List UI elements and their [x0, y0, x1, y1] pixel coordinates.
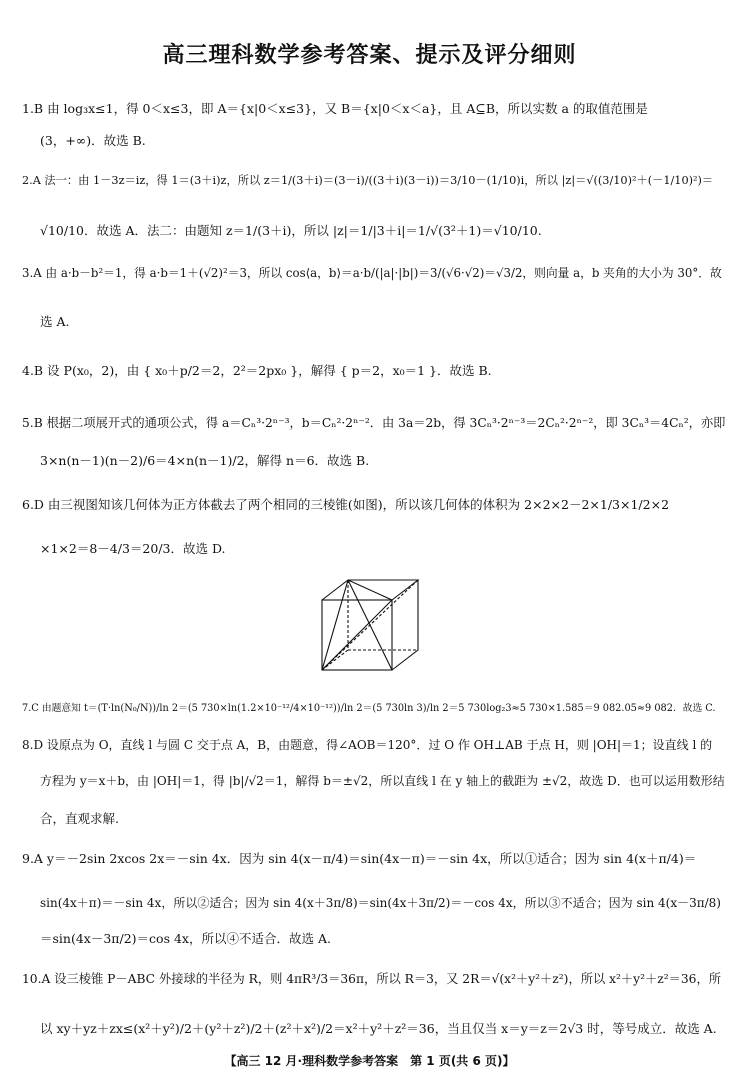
cube-right-edge [392, 580, 418, 670]
answer-line: ＝sin(4x－3π/2)＝cos 4x，所以④不适合．故选 A. [40, 931, 331, 946]
answer-line: 6.D 由三视图知该几何体为正方体截去了两个相同的三棱锥(如图)，所以该几何体的体积为 2×2×2－2×1/3×1/2×2 [22, 497, 670, 512]
answer-line: 合，直观求解. [40, 811, 119, 826]
cut-line [322, 580, 418, 670]
answer-line: 3×n(n－1)(n－2)/6＝4×n(n－1)/2，解得 n＝6．故选 B. [40, 453, 370, 468]
answer-line: 9.A y＝－2sin 2xcos 2x＝－sin 4x．因为 sin 4(x－π/4)＝sin(4x－π)＝－sin 4x，所以①适合；因为 sin 4(x＋π/4)＝ [22, 851, 697, 866]
page-footer: 【高三 12 月·理科数学参考答案 第 1 页(共 6 页)】 [224, 1054, 515, 1068]
answer-line: 5.B 根据二项展开式的通项公式，得 a＝Cₙ³·2ⁿ⁻³，b＝Cₙ²·2ⁿ⁻²．由 3a＝2b，得 3Cₙ³·2ⁿ⁻³＝2Cₙ²·2ⁿ⁻²，即 3Cₙ³＝4Cₙ²，亦即 [22, 416, 726, 430]
answer-line: 2.A 法一：由 1－3z＝iz，得 1＝(3＋i)z，所以 z＝1/(3＋i)＝(3－i)/((3＋i)(3－i))＝3/10－(1/10)i，所以 |z|＝√((3/10)²＋(－1/10)²)＝ [22, 174, 714, 187]
answer-line: ×1×2＝8－4/3＝20/3．故选 D. [40, 541, 226, 556]
answer-line: 选 A. [40, 314, 70, 329]
answer-line: 3.A 由 a·b－b²＝1，得 a·b＝1＋(√2)²＝3，所以 cos⟨a，b⟩＝a·b/(|a|·|b|)＝3/(√6·√2)＝√3/2，则向量 a，b 夹角的大小为 30°．故 [22, 266, 722, 280]
answer-line: 以 xy＋yz＋zx≤(x²＋y²)/2＋(y²＋z²)/2＋(z²＋x²)/2＝x²＋y²＋z²＝36，当且仅当 x＝y＝z＝2√3 时，等号成立．故选 A. [40, 1021, 717, 1036]
answer-line: 4.B 设 P(x₀，2)，由 { x₀＋p/2＝2，2²＝2px₀ }，解得 { p＝2，x₀＝1 }．故选 B. [22, 363, 492, 378]
answer-line: 10.A 设三棱锥 P－ABC 外接球的半径为 R，则 4πR³/3＝36π，所以 R＝3，又 2R＝√(x²＋y²＋z²)，所以 x²＋y²＋z²＝36，所 [22, 972, 721, 986]
answer-line: 方程为 y＝x＋b，由 |OH|＝1，得 |b|/√2＝1，解得 b＝±√2，所以直线 l 在 y 轴上的截距为 ±√2，故选 D．也可以运用数形结 [40, 774, 725, 788]
answer-line: 7.C 由题意知 t＝(T·ln(N₀/N))/ln 2＝(5 730×ln(1.2×10⁻¹²/4×10⁻¹²))/ln 2＝(5 730ln 3)/ln 2＝5 730log₂3≈5 730×1.585＝9 082.05≈9 082．故选 C. [22, 703, 716, 714]
answer-line: (3，+∞)．故选 B. [40, 133, 146, 148]
answer-line: sin(4x＋π)＝－sin 4x，所以②适合；因为 sin 4(x＋3π/8)＝sin(4x＋3π/2)＝－cos 4x，所以③不适合；因为 sin 4(x－3π/8) [40, 896, 721, 910]
answer-line: 8.D 设原点为 O，直线 l 与圆 C 交于点 A，B，由题意，得∠AOB＝120°．过 O 作 OH⊥AB 于点 H，则 |OH|＝1；设直线 l 的 [22, 738, 713, 752]
answer-line: √10/10．故选 A．法二：由题知 z＝1/(3＋i)，所以 |z|＝1/|3＋i|＝1/√(3²＋1)＝√10/10. [40, 223, 542, 238]
answer-line: 1.B 由 log₃x≤1，得 0＜x≤3，即 A＝{x|0＜x≤3}，又 B＝{x|0＜x＜a}，且 A⊆B，所以实数 a 的取值范围是 [22, 101, 648, 116]
cut-line [348, 580, 392, 600]
cube-figure [318, 576, 422, 672]
page-title: 高三理科数学参考答案、提示及评分细则 [162, 43, 577, 68]
